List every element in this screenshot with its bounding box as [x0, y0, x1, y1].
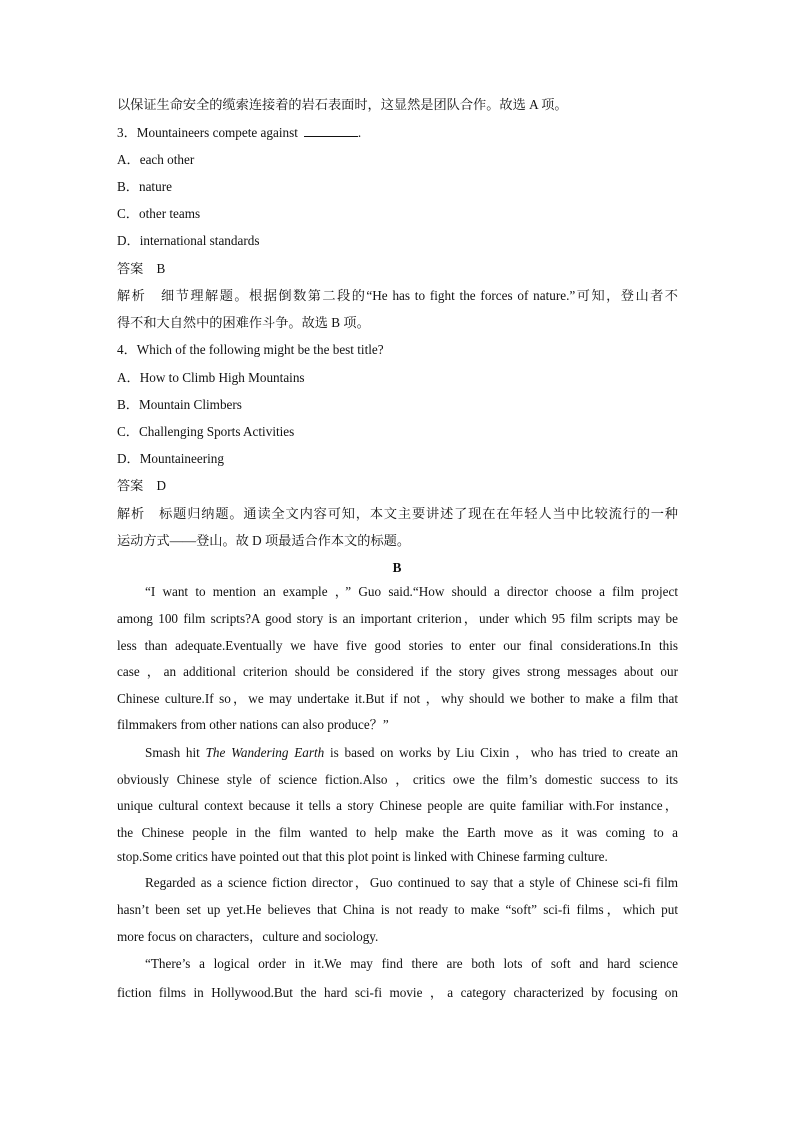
passage-line: filmmakers from other nations can also produce？” — [117, 717, 389, 732]
passage-line: fiction films in Hollywood.But the hard sci-fi movie ，a category characterized by focusing on — [117, 985, 678, 1000]
passage-line: Chinese culture.If so，we may undertake it.But if not ，why should we bother to make a film that — [117, 691, 678, 706]
passage-line: hasn’t been set up yet.He believes that China is not ready to make “soft” sci-fi films，which put — [117, 902, 678, 917]
passage-line: “There’s a logical order in it.We may find there are both lots of soft and hard science — [145, 956, 678, 971]
question-3-option-a: A．each other — [117, 152, 195, 167]
passage-line: the Chinese people in the film wanted to help make the Earth move as it was coming to a — [117, 825, 678, 840]
previous-explanation-tail: 以保证生命安全的缆索连接着的岩石表面时，这显然是团队合作。故选 A 项。 — [117, 97, 568, 112]
passage-line: more focus on characters，culture and sociology. — [117, 929, 379, 944]
question-3-explanation-line: 得不和大自然中的困难作斗争。故选 B 项。 — [117, 315, 370, 330]
passage-line: case ，an additional criterion should be considered if the story gives strong messages about our — [117, 664, 678, 679]
answer-blank — [304, 124, 358, 137]
question-4-answer: 答案 D — [117, 478, 167, 493]
passage-line: Regarded as a science fiction director，Guo continued to say that a style of Chinese sci-fi film — [145, 875, 678, 890]
passage-line: among 100 film scripts?A good story is an important criterion，under which 95 film scripts may be — [117, 611, 678, 626]
passage-line: stop.Some critics have pointed out that this plot point is linked with Chinese farming culture. — [117, 849, 608, 864]
question-3-option-d: D．international standards — [117, 233, 260, 248]
passage-line: less than adequate.Eventually we have five good stories to enter our final considerations.In this — [117, 638, 678, 653]
question-3-explanation-line: 解析 细节理解题。根据倒数第二段的“He has to fight the forces of nature.”可知，登山者不 — [117, 288, 678, 303]
passage-line: unique cultural context because it tells a story Chinese people are quite familiar with.For instance， — [117, 798, 678, 813]
question-4-option-d: D．Mountaineering — [117, 451, 224, 466]
passage-text: is based on works by Liu Cixin ，who has tried to create an — [324, 745, 679, 760]
question-3-answer: 答案 B — [117, 261, 166, 276]
film-title: The Wandering Earth — [205, 745, 325, 760]
question-4-explanation-line: 解析 标题归纳题。通读全文内容可知，本文主要讲述了现在在年轻人当中比较流行的一种 — [117, 506, 678, 521]
question-3-option-b: B．nature — [117, 179, 172, 194]
question-4-option-b: B．Mountain Climbers — [117, 397, 242, 412]
question-4-stem: 4．Which of the following might be the best title? — [117, 342, 384, 357]
passage-line: “I want to mention an example ，” Guo said.“How should a director choose a film project — [145, 584, 678, 599]
question-3-stem — [117, 124, 678, 141]
question-3-text: 3．Mountaineers compete against — [117, 125, 298, 140]
section-b-heading: B — [392, 560, 402, 575]
question-3-option-c: C．other teams — [117, 206, 201, 221]
question-4-explanation-line: 运动方式——登山。故 D 项最适合作本文的标题。 — [117, 533, 411, 548]
question-4-option-c: C．Challenging Sports Activities — [117, 424, 295, 439]
question-3-stem-end: . — [357, 125, 362, 140]
passage-line: obviously Chinese style of science fiction.Also ，critics owe the film’s domestic success to its — [117, 772, 678, 787]
passage-line — [145, 745, 678, 761]
passage-text: Smash hit — [145, 745, 206, 760]
question-4-option-a: A．How to Climb High Mountains — [117, 370, 305, 385]
